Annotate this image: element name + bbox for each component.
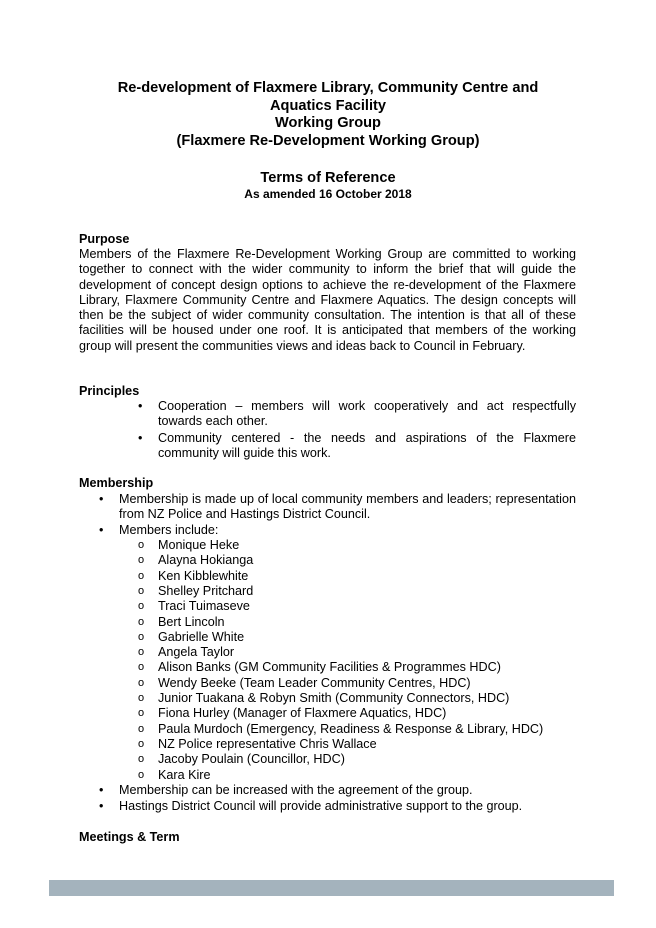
title-line-1: Re-development of Flaxmere Library, Community Centre and <box>117 80 539 96</box>
member-name: Shelley Pritchard <box>158 583 254 598</box>
bullet-icon: • <box>99 783 104 797</box>
amended-date: As amended 16 October 2018 <box>244 187 412 201</box>
document-title <box>60 80 596 150</box>
member-name: Bert Lincoln <box>158 614 225 629</box>
member-name: NZ Police representative Chris Wallace <box>158 736 377 751</box>
member-name: Traci Tuimaseve <box>158 599 250 614</box>
title-line-3: Working Group <box>275 115 381 132</box>
purpose-text: Members of the Flaxmere Re-Development Working Group are committed to working together to connect with the wider community to inform the brief that will guide the development of concept design options to achieve the re-development of the Flaxmere Library, Flaxmere Community Centre and Flaxmere Aquatics. The design concepts will then be the subject of wider community consultation. The intention is that all of these facilities will be housed under one roof. It is anticipated that members of the working group will present the communities views and ideas back to Council in February. <box>79 247 576 353</box>
member-name: Gabrielle White <box>158 629 245 644</box>
bullet-icon: • <box>99 492 104 506</box>
terms-of-reference-title: Terms of Reference <box>260 170 396 186</box>
circle-bullet-icon: o <box>138 768 145 781</box>
member-name: Junior Tuakana & Robyn Smith (Community Connectors, HDC) <box>158 691 510 705</box>
principle-item <box>138 399 576 430</box>
circle-bullet-icon: o <box>138 722 145 735</box>
circle-bullet-icon: o <box>138 584 145 597</box>
member-name: Ken Kibblewhite <box>158 568 249 583</box>
membership-text: Members include: <box>119 523 219 537</box>
member-name: Kara Kire <box>158 767 211 782</box>
purpose-heading: Purpose <box>79 232 130 246</box>
bullet-icon: • <box>138 399 143 413</box>
principles-heading: Principles <box>79 384 140 398</box>
member-name: Monique Heke <box>158 538 240 552</box>
circle-bullet-icon: o <box>138 661 145 674</box>
footer-bar <box>49 880 614 896</box>
terms-of-reference-header <box>60 170 596 201</box>
principle-item <box>138 431 576 462</box>
circle-bullet-icon: o <box>138 707 145 720</box>
circle-bullet-icon: o <box>138 646 145 659</box>
bullet-icon: • <box>138 431 143 445</box>
membership-heading: Membership <box>79 476 154 490</box>
circle-bullet-icon: o <box>138 569 145 582</box>
bullet-icon: • <box>99 799 104 813</box>
member-name: Jacoby Poulain (Councillor, HDC) <box>158 752 345 767</box>
member-name: Wendy Beeke (Team Leader Community Centres, HDC) <box>158 675 471 690</box>
circle-bullet-icon: o <box>138 692 145 704</box>
circle-bullet-icon: o <box>138 676 145 689</box>
member-name: Paula Murdoch (Emergency, Readiness & Response & Library, HDC) <box>158 721 544 736</box>
principle-text: Cooperation – members will work cooperatively and act respectfully towards each other. <box>158 399 576 429</box>
member-name: Alison Banks (GM Community Facilities & Programmes HDC) <box>158 660 501 675</box>
circle-bullet-icon: o <box>138 630 145 643</box>
membership-bullet <box>99 492 576 523</box>
member-name: Fiona Hurley (Manager of Flaxmere Aquatics, HDC) <box>158 706 447 721</box>
member-name: Alayna Hokianga <box>158 553 254 568</box>
membership-text: Membership is made up of local community members and leaders; representation from NZ Police and Hastings District Council. <box>119 492 576 522</box>
circle-bullet-icon: o <box>138 600 145 613</box>
circle-bullet-icon: o <box>138 554 145 567</box>
circle-bullet-icon: o <box>138 737 145 750</box>
membership-text: Membership can be increased with the agreement of the group. <box>119 783 473 797</box>
membership-text: Hastings District Council will provide administrative support to the group. <box>119 799 523 813</box>
membership-bullet <box>99 783 576 798</box>
circle-bullet-icon: o <box>138 753 145 766</box>
meetings-heading: Meetings & Term <box>79 830 180 844</box>
membership-bullet <box>99 523 576 538</box>
circle-bullet-icon: o <box>138 539 145 551</box>
title-line-4: (Flaxmere Re-Development Working Group) <box>176 132 480 149</box>
bullet-icon: • <box>99 523 104 537</box>
member-name: Angela Taylor <box>158 645 235 660</box>
circle-bullet-icon: o <box>138 615 145 628</box>
title-line-2: Aquatics Facility <box>270 97 386 114</box>
membership-bullet <box>99 799 576 814</box>
principle-text: Community centered - the needs and aspirations of the Flaxmere community will guide this work. <box>158 431 576 461</box>
